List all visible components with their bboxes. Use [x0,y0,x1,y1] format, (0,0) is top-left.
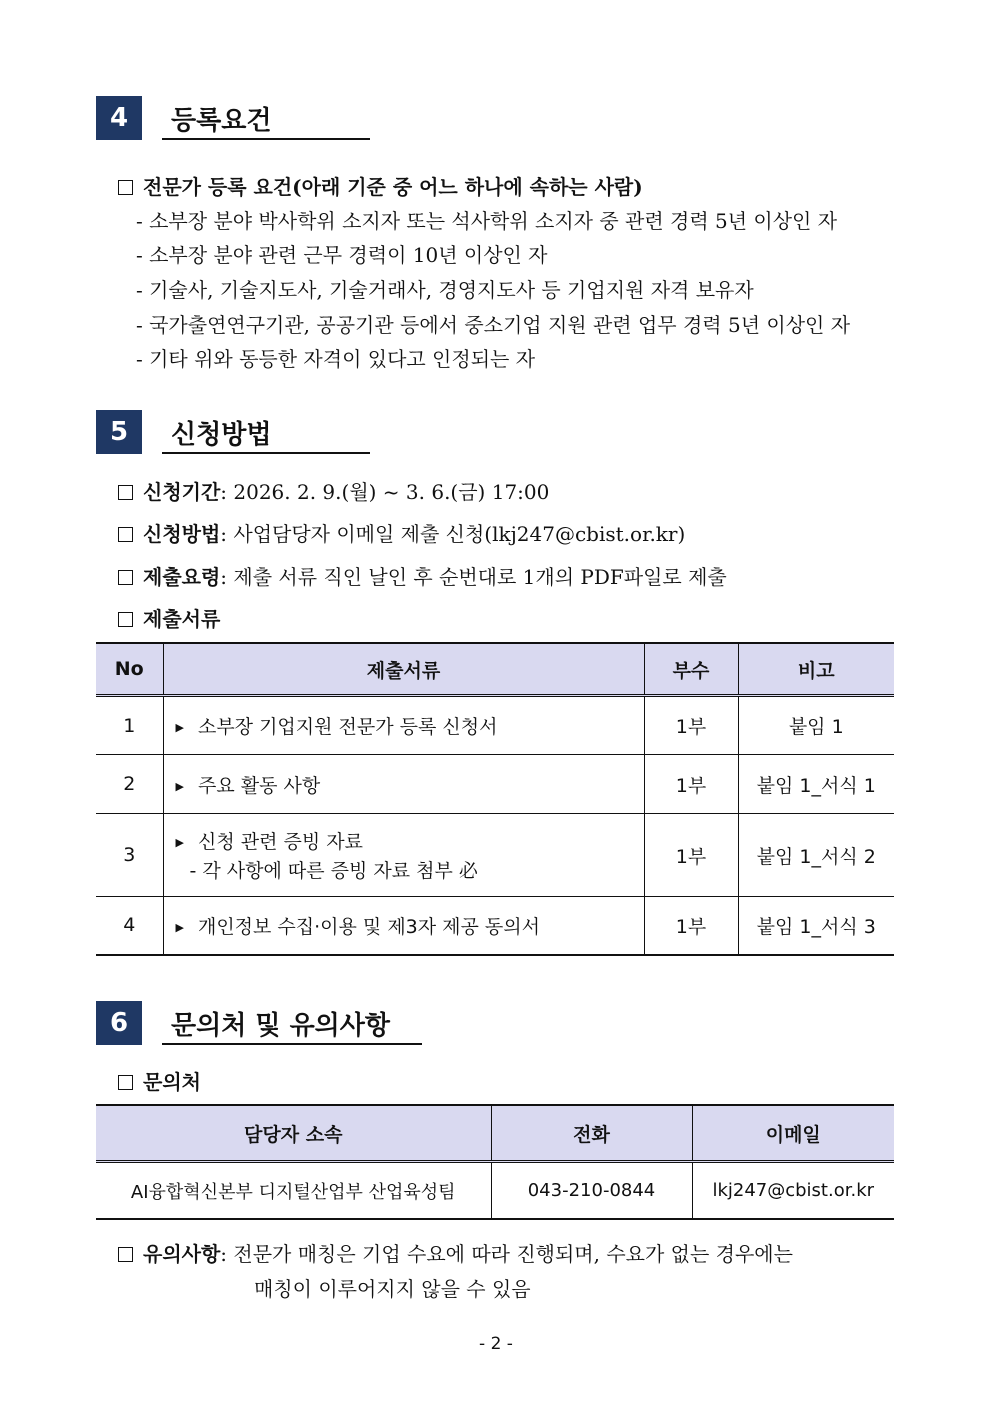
requirement-item: - 기타 위와 동등한 자격이 있다고 인정되는 자 [136,347,536,371]
count-cell: 1부 [644,897,738,955]
checkbox-icon [118,570,133,585]
count-cell: 1부 [644,696,738,755]
requirement-item: - 국가출연연구기관, 공공기관 등에서 중소기업 지원 관련 업무 경력 5년 이상인 자 [136,313,851,337]
table-header-row [96,643,894,696]
right-triangle-icon: ▶ [175,721,184,734]
requirement-item: - 기술사, 기술지도사, 기술거래사, 경영지도사 등 기업지원 자격 보유자 [136,278,754,302]
table-header-row [96,1105,894,1162]
section-number-badge: 4 [96,96,142,140]
section-title: 신청방법 [171,420,272,450]
checkbox-icon [118,180,133,195]
doc-cell: ▶ 주요 활동 사항 [163,755,644,814]
right-triangle-icon: ▶ [175,920,184,934]
application-period: 신청기간: 2026. 2. 9.(월) ~ 3. 6.(금) 17:00 [118,476,549,505]
section-title: 문의처 및 유의사항 [171,1011,391,1041]
submission-guide: 제출요령: 제출 서류 직인 날인 후 순번대로 1개의 PDF파일로 제출 [118,561,727,590]
requirement-item: - 소부장 분야 관련 근무 경력이 10년 이상인 자 [136,243,548,267]
table-row [96,755,894,814]
doc-sub-note: - 각 사항에 따른 증빙 자료 첨부 必 [189,860,478,882]
row-number: 4 [96,897,163,955]
column-header: 담당자 소속 [96,1105,491,1162]
doc-cell: ▶ 개인정보 수집·이용 및 제3자 제공 동의서 [163,897,644,955]
right-triangle-icon: ▶ [175,836,184,849]
table-row [96,897,894,955]
section-underline [162,1043,422,1045]
application-method: 신청방법: 사업담당자 이메일 제출 신청(lkj247@cbist.or.kr) [118,518,685,547]
right-triangle-icon: ▶ [175,779,184,793]
checkbox-icon [118,1247,133,1262]
column-header: 비고 [738,643,894,696]
page-number: - 2 - [479,1334,513,1354]
column-header: 제출서류 [163,643,644,696]
doc-cell: ▶ 소부장 기업지원 전문가 등록 신청서 [163,696,644,755]
note-cell: 붙임 1_서식 1 [738,755,894,814]
section-title: 등록요건 [171,106,272,136]
table-row [96,1162,894,1220]
section-number-badge: 5 [96,410,142,454]
column-header: 이메일 [692,1105,894,1162]
requirement-heading: 전문가 등록 요건(아래 기준 중 어느 하나에 속하는 사람) [118,171,643,200]
checkbox-icon [118,527,133,542]
phone-cell: 043-210-0844 [491,1162,692,1220]
section-underline [162,452,370,454]
dept-cell: AI융합혁신본부 디지털산업부 산업육성팀 [96,1162,491,1220]
section-underline [162,138,370,140]
count-cell: 1부 [644,814,738,897]
note-cell: 붙임 1 [738,696,894,755]
count-cell: 1부 [644,755,738,814]
contact-table [96,1104,894,1220]
checkbox-icon [118,485,133,500]
doc-cell: ▶ 신청 관련 증빙 자료 - 각 사항에 따른 증빙 자료 첨부 必 [163,814,644,897]
notice-continuation: 매칭이 이루어지지 않을 수 있음 [254,1277,531,1301]
column-header: 전화 [491,1105,692,1162]
submission-docs-label: 제출서류 [118,603,220,632]
notice: 유의사항: 전문가 매칭은 기업 수요에 따라 진행되며, 수요가 없는 경우에는 [118,1238,793,1267]
note-cell: 붙임 1_서식 3 [738,897,894,955]
submission-docs-table [96,642,894,956]
column-header: 부수 [644,643,738,696]
requirement-item: - 소부장 분야 박사학위 소지자 또는 석사학위 소지자 중 관련 경력 5년 이상인 자 [136,209,838,233]
note-cell: 붙임 1_서식 2 [738,814,894,897]
table-row [96,696,894,755]
email-cell: lkj247@cbist.or.kr [692,1162,894,1220]
table-row [96,814,894,897]
section-number-badge: 6 [96,1001,142,1045]
row-number: 2 [96,755,163,814]
row-number: 3 [96,814,163,897]
column-header: No [96,643,163,696]
checkbox-icon [118,1075,133,1090]
contact-label: 문의처 [118,1066,201,1095]
checkbox-icon [118,612,133,627]
row-number: 1 [96,696,163,755]
